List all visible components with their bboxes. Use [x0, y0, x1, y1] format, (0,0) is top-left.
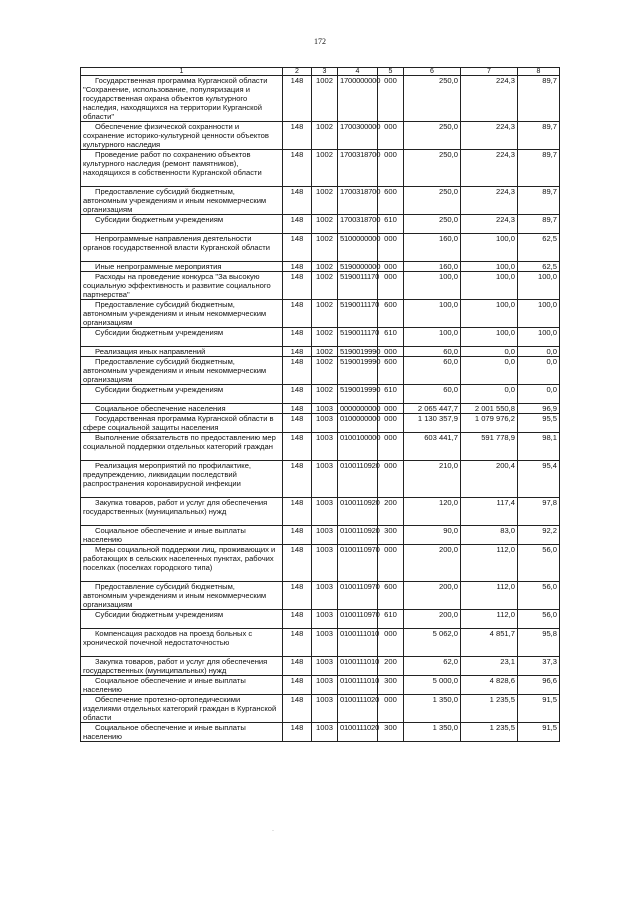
row-target-article: 1700318700 — [338, 150, 378, 187]
row-planned-amount: 2 065 447,7 — [404, 404, 461, 414]
row-name — [81, 122, 283, 150]
row-section-code: 1002 — [312, 187, 338, 215]
row-expense-type: 000 — [378, 629, 404, 657]
row-section-code: 1003 — [312, 461, 338, 498]
row-ministry-code: 148 — [283, 357, 312, 385]
column-header: 1 — [81, 68, 283, 76]
row-planned-amount: 1 350,0 — [404, 723, 461, 742]
row-actual-amount: 4 828,6 — [461, 676, 518, 695]
row-ministry-code: 148 — [283, 695, 312, 723]
row-actual-amount: 224,3 — [461, 215, 518, 234]
row-name — [81, 347, 283, 357]
row-name-text: Социальное обеспечение населения — [95, 404, 226, 413]
row-section-code: 1003 — [312, 723, 338, 742]
row-ministry-code: 148 — [283, 76, 312, 122]
row-section-code: 1002 — [312, 272, 338, 300]
row-target-article: 0100111020 — [338, 695, 378, 723]
row-ministry-code: 148 — [283, 461, 312, 498]
row-expense-type: 200 — [378, 657, 404, 676]
row-percent-executed: 92,2 — [518, 526, 560, 545]
table-row — [81, 695, 560, 723]
row-actual-amount: 100,0 — [461, 272, 518, 300]
row-name — [81, 545, 283, 582]
row-name-text: Компенсация расходов на проезд больных с хронической почечной недостаточностью — [83, 629, 253, 647]
row-planned-amount: 250,0 — [404, 122, 461, 150]
table-row — [81, 347, 560, 357]
row-section-code: 1003 — [312, 498, 338, 526]
row-expense-type: 300 — [378, 676, 404, 695]
row-ministry-code: 148 — [283, 404, 312, 414]
row-percent-executed: 95,8 — [518, 629, 560, 657]
row-target-article: 5190019990 — [338, 385, 378, 404]
row-name — [81, 357, 283, 385]
row-planned-amount: 160,0 — [404, 234, 461, 262]
row-name-text: Социальное обеспечение и иные выплаты населению — [83, 723, 246, 741]
row-target-article: 0100110920 — [338, 498, 378, 526]
row-name — [81, 187, 283, 215]
row-percent-executed: 89,7 — [518, 150, 560, 187]
row-planned-amount: 160,0 — [404, 262, 461, 272]
row-target-article: 0100000000 — [338, 414, 378, 433]
row-expense-type: 610 — [378, 215, 404, 234]
row-name-text: Непрограммные направления деятельности органов государственной власти Курганской области — [83, 234, 270, 252]
column-header: 5 — [378, 68, 404, 76]
row-target-article: 0000000000 — [338, 404, 378, 414]
row-target-article: 5190011170 — [338, 300, 378, 328]
row-name — [81, 657, 283, 676]
row-target-article: 0100110920 — [338, 526, 378, 545]
row-section-code: 1003 — [312, 582, 338, 610]
row-ministry-code: 148 — [283, 676, 312, 695]
page-number: 172 — [314, 37, 326, 46]
row-expense-type: 000 — [378, 234, 404, 262]
row-expense-type: 000 — [378, 545, 404, 582]
row-actual-amount: 0,0 — [461, 347, 518, 357]
row-target-article: 1700300000 — [338, 122, 378, 150]
row-section-code: 1003 — [312, 433, 338, 461]
row-actual-amount: 224,3 — [461, 76, 518, 122]
row-expense-type: 600 — [378, 357, 404, 385]
table-row — [81, 262, 560, 272]
row-target-article: 1700000000 — [338, 76, 378, 122]
row-planned-amount: 60,0 — [404, 357, 461, 385]
table-row — [81, 657, 560, 676]
row-name-text: Социальное обеспечение и иные выплаты населению — [83, 526, 246, 544]
row-actual-amount: 0,0 — [461, 385, 518, 404]
row-actual-amount: 224,3 — [461, 122, 518, 150]
row-actual-amount: 100,0 — [461, 328, 518, 347]
row-name-text: Иные непрограммные мероприятия — [95, 262, 222, 271]
row-percent-executed: 96,6 — [518, 676, 560, 695]
row-name — [81, 498, 283, 526]
row-name-text: Субсидии бюджетным учреждениям — [95, 385, 224, 394]
row-ministry-code: 148 — [283, 610, 312, 629]
row-name — [81, 385, 283, 404]
row-planned-amount: 5 000,0 — [404, 676, 461, 695]
row-actual-amount: 1 235,5 — [461, 723, 518, 742]
row-name — [81, 150, 283, 187]
table-row — [81, 122, 560, 150]
row-planned-amount: 1 350,0 — [404, 695, 461, 723]
row-planned-amount: 210,0 — [404, 461, 461, 498]
row-name-text: Реализация мероприятий по профилактике, предупреждению, ликвидации последствий распространения коронавирусной инфекции — [83, 461, 252, 488]
row-section-code: 1002 — [312, 262, 338, 272]
row-name-text: Субсидии бюджетным учреждениям — [95, 215, 224, 224]
row-planned-amount: 250,0 — [404, 187, 461, 215]
row-actual-amount: 83,0 — [461, 526, 518, 545]
row-name-text: Предоставление субсидий бюджетным, автономным учреждениям и иным некоммерческим организациям — [83, 582, 267, 609]
row-percent-executed: 62,5 — [518, 262, 560, 272]
table-row — [81, 433, 560, 461]
row-actual-amount: 200,4 — [461, 461, 518, 498]
table-row — [81, 385, 560, 404]
table-row — [81, 629, 560, 657]
row-name — [81, 414, 283, 433]
table-row — [81, 610, 560, 629]
row-planned-amount: 90,0 — [404, 526, 461, 545]
row-section-code: 1003 — [312, 414, 338, 433]
row-percent-executed: 91,5 — [518, 723, 560, 742]
row-name — [81, 695, 283, 723]
row-planned-amount: 100,0 — [404, 300, 461, 328]
row-section-code: 1002 — [312, 357, 338, 385]
table-row — [81, 723, 560, 742]
row-actual-amount: 100,0 — [461, 234, 518, 262]
row-actual-amount: 224,3 — [461, 150, 518, 187]
row-percent-executed: 89,7 — [518, 215, 560, 234]
row-expense-type: 200 — [378, 498, 404, 526]
row-ministry-code: 148 — [283, 262, 312, 272]
row-percent-executed: 56,0 — [518, 582, 560, 610]
row-section-code: 1003 — [312, 526, 338, 545]
row-planned-amount: 200,0 — [404, 582, 461, 610]
column-header: 3 — [312, 68, 338, 76]
row-planned-amount: 60,0 — [404, 385, 461, 404]
row-name-text: Закупка товаров, работ и услуг для обеспечения государственных (муниципальных) нужд — [83, 657, 268, 675]
table-row — [81, 526, 560, 545]
row-target-article: 1700318700 — [338, 187, 378, 215]
row-expense-type: 000 — [378, 404, 404, 414]
row-expense-type: 000 — [378, 150, 404, 187]
row-ministry-code: 148 — [283, 347, 312, 357]
row-planned-amount: 120,0 — [404, 498, 461, 526]
row-percent-executed: 89,7 — [518, 187, 560, 215]
row-name — [81, 723, 283, 742]
row-percent-executed: 56,0 — [518, 545, 560, 582]
row-section-code: 1002 — [312, 300, 338, 328]
table-row — [81, 676, 560, 695]
table-row — [81, 300, 560, 328]
row-ministry-code: 148 — [283, 545, 312, 582]
row-expense-type: 000 — [378, 461, 404, 498]
table-row — [81, 150, 560, 187]
row-name — [81, 215, 283, 234]
row-planned-amount: 250,0 — [404, 76, 461, 122]
column-header: 8 — [518, 68, 560, 76]
row-ministry-code: 148 — [283, 498, 312, 526]
row-planned-amount: 100,0 — [404, 272, 461, 300]
row-target-article: 5190019990 — [338, 357, 378, 385]
row-percent-executed: 89,7 — [518, 122, 560, 150]
row-planned-amount: 5 062,0 — [404, 629, 461, 657]
row-percent-executed: 91,5 — [518, 695, 560, 723]
row-percent-executed: 89,7 — [518, 76, 560, 122]
row-ministry-code: 148 — [283, 234, 312, 262]
row-target-article: 0100110920 — [338, 461, 378, 498]
row-actual-amount: 112,0 — [461, 582, 518, 610]
row-actual-amount: 100,0 — [461, 262, 518, 272]
row-planned-amount: 250,0 — [404, 150, 461, 187]
row-actual-amount: 591 778,9 — [461, 433, 518, 461]
row-target-article: 1700318700 — [338, 215, 378, 234]
row-section-code: 1003 — [312, 695, 338, 723]
table-row — [81, 357, 560, 385]
row-actual-amount: 100,0 — [461, 300, 518, 328]
row-ministry-code: 148 — [283, 629, 312, 657]
row-ministry-code: 148 — [283, 433, 312, 461]
row-name-text: Социальное обеспечение и иные выплаты населению — [83, 676, 246, 694]
row-expense-type: 300 — [378, 526, 404, 545]
row-planned-amount: 1 130 357,9 — [404, 414, 461, 433]
table-row — [81, 404, 560, 414]
row-expense-type: 000 — [378, 122, 404, 150]
row-target-article: 0100111010 — [338, 657, 378, 676]
row-name-text: Выполнение обязательств по предоставлению мер социальной поддержки отдельных категорий граждан — [83, 433, 276, 451]
row-percent-executed: 100,0 — [518, 328, 560, 347]
table-body — [81, 68, 560, 742]
row-actual-amount: 23,1 — [461, 657, 518, 676]
row-target-article: 0100100000 — [338, 433, 378, 461]
row-planned-amount: 603 441,7 — [404, 433, 461, 461]
row-expense-type: 000 — [378, 347, 404, 357]
row-ministry-code: 148 — [283, 215, 312, 234]
table-row — [81, 187, 560, 215]
row-percent-executed: 62,5 — [518, 234, 560, 262]
row-section-code: 1002 — [312, 76, 338, 122]
row-section-code: 1003 — [312, 676, 338, 695]
row-name-text: Государственная программа Курганской области "Сохранение, использование, популяризация и государственная охрана объектов культурного наследия, находящихся на территории Курганской области" — [83, 76, 268, 121]
row-ministry-code: 148 — [283, 150, 312, 187]
row-expense-type: 000 — [378, 433, 404, 461]
column-header: 2 — [283, 68, 312, 76]
row-expense-type: 610 — [378, 328, 404, 347]
column-header: 6 — [404, 68, 461, 76]
row-name-text: Обеспечение протезно-ортопедическими изделиями отдельных категорий граждан в Курганской области — [83, 695, 277, 722]
row-expense-type: 000 — [378, 414, 404, 433]
row-percent-executed: 100,0 — [518, 300, 560, 328]
row-target-article: 0100110970 — [338, 545, 378, 582]
row-section-code: 1002 — [312, 150, 338, 187]
table-row — [81, 76, 560, 122]
row-expense-type: 000 — [378, 76, 404, 122]
column-header: 7 — [461, 68, 518, 76]
row-planned-amount: 250,0 — [404, 215, 461, 234]
row-target-article: 5100000000 — [338, 234, 378, 262]
row-actual-amount: 1 235,5 — [461, 695, 518, 723]
row-name — [81, 629, 283, 657]
row-name — [81, 610, 283, 629]
row-ministry-code: 148 — [283, 122, 312, 150]
row-actual-amount: 0,0 — [461, 357, 518, 385]
row-percent-executed: 98,1 — [518, 433, 560, 461]
row-name — [81, 461, 283, 498]
table-row — [81, 461, 560, 498]
row-name-text: Государственная программа Курганской области в сфере социальной защиты населения — [83, 414, 274, 432]
row-percent-executed: 56,0 — [518, 610, 560, 629]
row-target-article: 5190011170 — [338, 328, 378, 347]
row-percent-executed: 100,0 — [518, 272, 560, 300]
table-row — [81, 582, 560, 610]
row-actual-amount: 112,0 — [461, 610, 518, 629]
column-header: 4 — [338, 68, 378, 76]
row-name-text: Меры социальной поддержки лиц, проживающих и работающих в сельских населенных пунктах, рабочих поселках (поселках городского типа) — [83, 545, 276, 572]
row-name-text: Предоставление субсидий бюджетным, автономным учреждениям и иным некоммерческим организациям — [83, 300, 267, 327]
row-expense-type: 300 — [378, 723, 404, 742]
scan-mark: · — [272, 828, 274, 834]
row-name — [81, 582, 283, 610]
table-header-row — [81, 68, 560, 76]
row-planned-amount: 200,0 — [404, 610, 461, 629]
row-ministry-code: 148 — [283, 526, 312, 545]
row-ministry-code: 148 — [283, 385, 312, 404]
row-expense-type: 000 — [378, 272, 404, 300]
row-section-code: 1003 — [312, 404, 338, 414]
row-section-code: 1002 — [312, 385, 338, 404]
row-name-text: Расходы на проведение конкурса "За высокую социальную эффективность и развитие социального партнерства" — [83, 272, 271, 299]
row-section-code: 1003 — [312, 545, 338, 582]
row-name — [81, 433, 283, 461]
row-name-text: Реализация иных направлений — [95, 347, 206, 356]
row-expense-type: 000 — [378, 262, 404, 272]
row-ministry-code: 148 — [283, 187, 312, 215]
table-row — [81, 215, 560, 234]
row-ministry-code: 148 — [283, 300, 312, 328]
row-planned-amount: 200,0 — [404, 545, 461, 582]
row-percent-executed: 0,0 — [518, 347, 560, 357]
row-name — [81, 526, 283, 545]
row-section-code: 1002 — [312, 328, 338, 347]
table-row — [81, 498, 560, 526]
row-ministry-code: 148 — [283, 272, 312, 300]
table-row — [81, 272, 560, 300]
row-target-article: 5190019990 — [338, 347, 378, 357]
row-name-text: Субсидии бюджетным учреждениям — [95, 328, 224, 337]
row-name-text: Субсидии бюджетным учреждениям — [95, 610, 224, 619]
table-row — [81, 545, 560, 582]
row-expense-type: 600 — [378, 582, 404, 610]
row-actual-amount: 117,4 — [461, 498, 518, 526]
row-name — [81, 404, 283, 414]
row-name — [81, 328, 283, 347]
row-target-article: 0100110970 — [338, 610, 378, 629]
row-expense-type: 600 — [378, 300, 404, 328]
row-name-text: Предоставление субсидий бюджетным, автономным учреждениям и иным некоммерческим организациям — [83, 357, 267, 384]
row-name-text: Проведение работ по сохранению объектов культурного наследия (ремонт памятников), находящихся в собственности Курганской области — [83, 150, 262, 177]
row-ministry-code: 148 — [283, 723, 312, 742]
row-name-text: Предоставление субсидий бюджетным, автономным учреждениям и иным некоммерческим организациям — [83, 187, 267, 214]
row-percent-executed: 96,9 — [518, 404, 560, 414]
row-section-code: 1003 — [312, 629, 338, 657]
row-planned-amount: 62,0 — [404, 657, 461, 676]
row-name — [81, 76, 283, 122]
row-expense-type: 610 — [378, 610, 404, 629]
row-target-article: 0100111010 — [338, 676, 378, 695]
row-target-article: 0100111010 — [338, 629, 378, 657]
row-expense-type: 600 — [378, 187, 404, 215]
table-row — [81, 234, 560, 262]
table-row — [81, 328, 560, 347]
row-ministry-code: 148 — [283, 582, 312, 610]
row-name — [81, 272, 283, 300]
row-section-code: 1002 — [312, 122, 338, 150]
row-actual-amount: 224,3 — [461, 187, 518, 215]
row-target-article: 5190011170 — [338, 272, 378, 300]
row-actual-amount: 1 079 976,2 — [461, 414, 518, 433]
row-percent-executed: 0,0 — [518, 357, 560, 385]
row-section-code: 1002 — [312, 234, 338, 262]
row-section-code: 1003 — [312, 657, 338, 676]
row-percent-executed: 37,3 — [518, 657, 560, 676]
row-name — [81, 300, 283, 328]
row-percent-executed: 0,0 — [518, 385, 560, 404]
row-name — [81, 234, 283, 262]
row-actual-amount: 112,0 — [461, 545, 518, 582]
row-ministry-code: 148 — [283, 414, 312, 433]
row-expense-type: 000 — [378, 695, 404, 723]
row-target-article: 5190000000 — [338, 262, 378, 272]
row-percent-executed: 95,5 — [518, 414, 560, 433]
row-ministry-code: 148 — [283, 657, 312, 676]
row-percent-executed: 95,4 — [518, 461, 560, 498]
row-actual-amount: 4 851,7 — [461, 629, 518, 657]
row-section-code: 1003 — [312, 610, 338, 629]
row-actual-amount: 2 001 550,8 — [461, 404, 518, 414]
row-planned-amount: 60,0 — [404, 347, 461, 357]
row-name-text: Закупка товаров, работ и услуг для обеспечения государственных (муниципальных) нужд — [83, 498, 268, 516]
row-name — [81, 262, 283, 272]
row-percent-executed: 97,8 — [518, 498, 560, 526]
row-name — [81, 676, 283, 695]
row-section-code: 1002 — [312, 347, 338, 357]
row-target-article: 0100111020 — [338, 723, 378, 742]
row-section-code: 1002 — [312, 215, 338, 234]
row-planned-amount: 100,0 — [404, 328, 461, 347]
budget-table — [80, 67, 560, 742]
row-target-article: 0100110970 — [338, 582, 378, 610]
row-expense-type: 610 — [378, 385, 404, 404]
row-ministry-code: 148 — [283, 328, 312, 347]
row-name-text: Обеспечение физической сохранности и сохранение историко-культурной ценности объектов культурного наследия — [83, 122, 269, 149]
table-row — [81, 414, 560, 433]
